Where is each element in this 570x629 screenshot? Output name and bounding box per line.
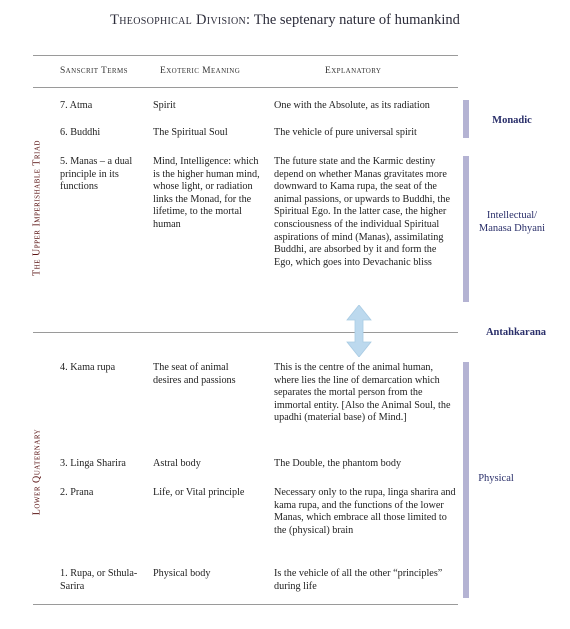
physical-bar [463, 362, 469, 598]
term-linga-sharira: 3. Linga Sharira [60, 458, 126, 469]
explanatory-manas: The future state and the Karmic destiny depend on whether Manas gravitates more downward to Kama rupa, the seat of the animal passions, or upwards to Buddhi, the Spiritual Ego. In the latter case, the higher consciousness of the individual Spiritual aspirations of mind (Manas), assimilating Buddhi, are absorbed by it and form the Ego, which goes into Devachanic bliss [274, 156, 450, 268]
term-kama-rupa: 4. Kama rupa [60, 362, 116, 373]
group-antahkarana: Antahkarana [485, 327, 547, 338]
bottom-rule [33, 604, 458, 605]
explanatory-kama-rupa: This is the centre of the animal human, where lies the line of demarcation which separates the mortal person from the immortal entity. [Also the Animal Soul, the upadhi (material base) of Mind.] [274, 362, 451, 424]
term-manas: 5. Manas – a dual principle in its functions [60, 156, 133, 193]
divider-rule-left [33, 332, 458, 333]
header-rule [33, 87, 458, 88]
title-rest: The septenary nature of humankind [250, 12, 460, 28]
explanatory-prana: Necessary only to the rupa, linga sharira and kama rupa, and the functions of the lower Manas, which embrace all those limited to the (physical) brain [274, 487, 456, 536]
term-buddhi: 6. Buddhi [60, 127, 101, 138]
meaning-buddhi: The Spiritual Soul [153, 127, 228, 138]
double-arrow-icon [346, 305, 372, 357]
meaning-linga-sharira: Astral body [153, 458, 201, 469]
group-monadic: Monadic [492, 115, 532, 126]
meaning-rupa: Physical body [153, 568, 211, 579]
header-explanatory: Explanatory [325, 66, 382, 76]
term-rupa: 1. Rupa, or Sthula-Sarira [60, 568, 138, 592]
header-exoteric: Exoteric Meaning [160, 66, 241, 76]
meaning-prana: Life, or Vital principle [153, 487, 245, 498]
group-intellectual: Intellectual/ Manasa Dhyani [478, 210, 546, 234]
top-rule [33, 55, 458, 56]
page-title [0, 12, 570, 29]
intellectual-bar [463, 156, 469, 302]
header-sanskrit: Sanscrit Terms [60, 66, 128, 76]
term-prana: 2. Prana [60, 487, 94, 498]
meaning-manas: Mind, Intelligence: which is the higher human mind, whose light, or radiation links the Monad, for the lifetime, to the mortal human [153, 156, 260, 230]
explanatory-buddhi: The vehicle of pure universal spirit [274, 127, 417, 138]
explanatory-atma: One with the Absolute, as its radiation [274, 100, 430, 111]
meaning-atma: Spirit [153, 100, 176, 111]
title-prefix: Theosophical Division: [110, 12, 251, 28]
monadic-bar [463, 100, 469, 138]
term-atma: 7. Atma [60, 100, 93, 111]
side-label-upper-triad: The Upper Imperishable Triad [31, 140, 43, 276]
explanatory-linga-sharira: The Double, the phantom body [274, 458, 402, 469]
group-physical: Physical [478, 473, 514, 484]
side-label-lower-quaternary: Lower Quaternary [31, 428, 43, 516]
meaning-kama-rupa: The seat of animal desires and passions [153, 362, 236, 386]
explanatory-rupa: Is the vehicle of all the other “principles” during life [274, 568, 443, 592]
